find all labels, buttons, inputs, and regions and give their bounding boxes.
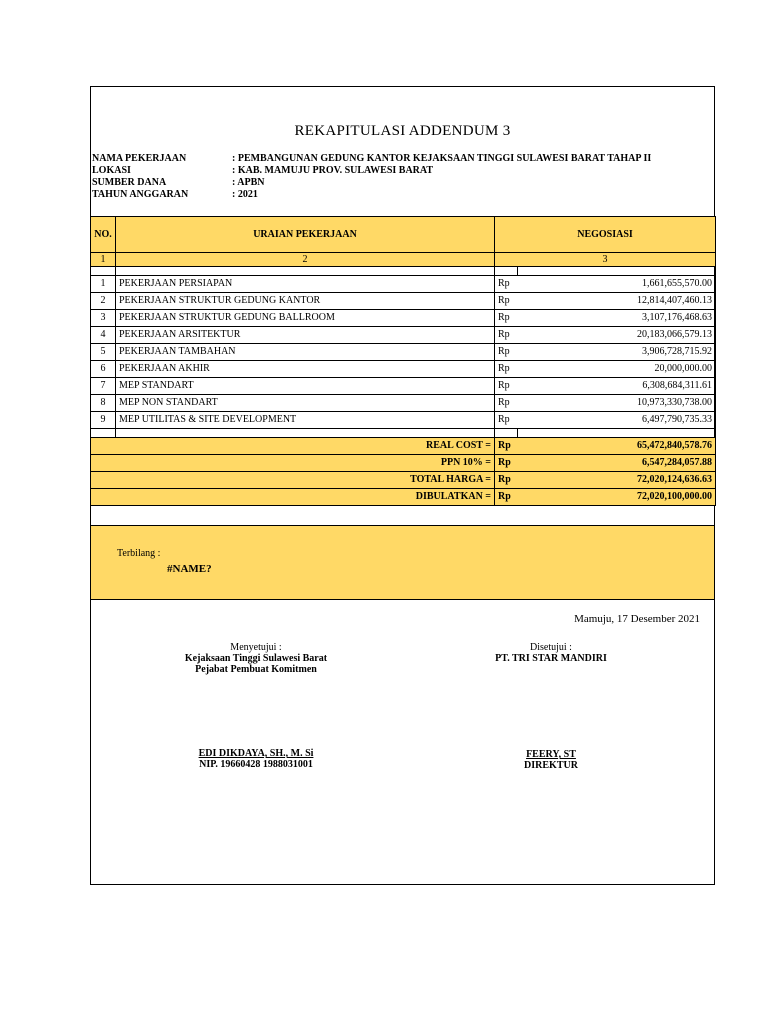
meta-row-lokasi: LOKASI : KAB. MAMUJU PROV. SULAWESI BARAT	[92, 165, 434, 176]
column-number-uraian: 2	[116, 253, 495, 267]
document-date: Mamuju, 17 Desember 2021	[574, 613, 700, 625]
left-sign-org1: Kejaksaan Tinggi Sulawesi Barat	[184, 653, 328, 664]
column-number-negosiasi: 3	[495, 253, 716, 267]
table-row	[91, 412, 716, 429]
row-uraian: PEKERJAAN ARSITEKTUR	[116, 327, 495, 344]
row-uraian: MEP NON STANDART	[116, 395, 495, 412]
row-no: 7	[91, 378, 116, 395]
table-row	[91, 293, 716, 310]
column-number-row	[91, 253, 716, 267]
row-value: 3,107,176,468.63	[518, 310, 716, 327]
table-row	[91, 344, 716, 361]
table-row	[91, 378, 716, 395]
right-sign-org1: PT. TRI STAR MANDIRI	[495, 653, 607, 664]
recap-table	[90, 216, 716, 506]
row-currency: Rp	[495, 412, 518, 429]
left-sign-name: EDI DIKDAYA, SH., M. Si	[198, 748, 314, 759]
row-currency: Rp	[495, 361, 518, 378]
project-info	[92, 153, 651, 201]
page-title: REKAPITULASI ADDENDUM 3	[294, 123, 511, 139]
total-row-total-harga	[91, 472, 716, 489]
table-row	[91, 276, 716, 293]
row-uraian: MEP UTILITAS & SITE DEVELOPMENT	[116, 412, 495, 429]
left-signatory	[151, 748, 361, 770]
total-label: REAL COST =	[91, 438, 495, 455]
table-row	[91, 327, 716, 344]
row-value: 1,661,655,570.00	[518, 276, 716, 293]
blank-row	[91, 267, 716, 276]
row-value: 20,183,066,579.13	[518, 327, 716, 344]
total-currency: Rp	[495, 438, 518, 455]
table-row	[91, 361, 716, 378]
left-signature-block	[151, 642, 361, 675]
row-no: 3	[91, 310, 116, 327]
row-value: 12,814,407,460.13	[518, 293, 716, 310]
row-no: 9	[91, 412, 116, 429]
row-no: 1	[91, 276, 116, 293]
total-label: PPN 10% =	[91, 455, 495, 472]
column-number-no: 1	[91, 253, 116, 267]
meta-row-tahun-anggaran: TAHUN ANGGARAN : 2021	[92, 189, 258, 200]
header-negosiasi: NEGOSIASI	[495, 217, 716, 253]
total-row-ppn	[91, 455, 716, 472]
row-value: 6,497,790,735.33	[518, 412, 716, 429]
row-uraian: PEKERJAAN AKHIR	[116, 361, 495, 378]
total-currency: Rp	[495, 489, 518, 506]
row-value: 3,906,728,715.92	[518, 344, 716, 361]
header-no: NO.	[91, 217, 116, 253]
row-no: 5	[91, 344, 116, 361]
document-page	[90, 86, 715, 885]
row-uraian: PEKERJAAN PERSIAPAN	[116, 276, 495, 293]
total-row-real-cost	[91, 438, 716, 455]
left-sign-caption: Menyetujui :	[230, 642, 282, 653]
row-currency: Rp	[495, 344, 518, 361]
row-uraian: PEKERJAAN TAMBAHAN	[116, 344, 495, 361]
row-uraian: PEKERJAAN STRUKTUR GEDUNG BALLROOM	[116, 310, 495, 327]
row-currency: Rp	[495, 378, 518, 395]
row-value: 10,973,330,738.00	[518, 395, 716, 412]
right-sign-name: FEERY, ST	[526, 749, 576, 760]
right-sign-id: DIREKTUR	[524, 760, 578, 771]
row-currency: Rp	[495, 395, 518, 412]
total-value: 72,020,100,000.00	[518, 489, 716, 506]
row-currency: Rp	[495, 310, 518, 327]
row-currency: Rp	[495, 327, 518, 344]
total-row-dibulatkan	[91, 489, 716, 506]
row-no: 2	[91, 293, 116, 310]
left-sign-org2: Pejabat Pembuat Komitmen	[195, 664, 317, 675]
row-no: 8	[91, 395, 116, 412]
row-currency: Rp	[495, 276, 518, 293]
terbilang-label: Terbilang :	[117, 548, 161, 559]
right-signature-block	[441, 642, 661, 664]
total-value: 72,020,124,636.63	[518, 472, 716, 489]
table-header-row	[91, 217, 716, 253]
row-no: 4	[91, 327, 116, 344]
right-signatory	[441, 749, 661, 771]
meta-row-nama-pekerjaan: NAMA PEKERJAAN : PEMBANGUNAN GEDUNG KANTOR KEJAKSAAN TINGGI SULAWESI BARAT TAHAP II	[92, 153, 652, 164]
total-value: 65,472,840,578.76	[518, 438, 716, 455]
header-uraian: URAIAN PEKERJAAN	[116, 217, 495, 253]
total-currency: Rp	[495, 472, 518, 489]
row-value: 6,308,684,311.61	[518, 378, 716, 395]
row-value: 20,000,000.00	[518, 361, 716, 378]
table-row	[91, 395, 716, 412]
total-label: DIBULATKAN =	[91, 489, 495, 506]
row-uraian: PEKERJAAN STRUKTUR GEDUNG KANTOR	[116, 293, 495, 310]
right-sign-caption: Disetujui :	[530, 642, 572, 653]
total-label: TOTAL HARGA =	[91, 472, 495, 489]
blank-row	[91, 429, 716, 438]
left-sign-id: NIP. 19660428 1988031001	[199, 759, 313, 770]
row-no: 6	[91, 361, 116, 378]
table-row	[91, 310, 716, 327]
total-value: 6,547,284,057.88	[518, 455, 716, 472]
meta-row-sumber-dana: SUMBER DANA : APBN	[92, 177, 265, 188]
total-currency: Rp	[495, 455, 518, 472]
terbilang-box	[90, 525, 715, 600]
terbilang-value: #NAME?	[167, 563, 212, 575]
row-currency: Rp	[495, 293, 518, 310]
row-uraian: MEP STANDART	[116, 378, 495, 395]
